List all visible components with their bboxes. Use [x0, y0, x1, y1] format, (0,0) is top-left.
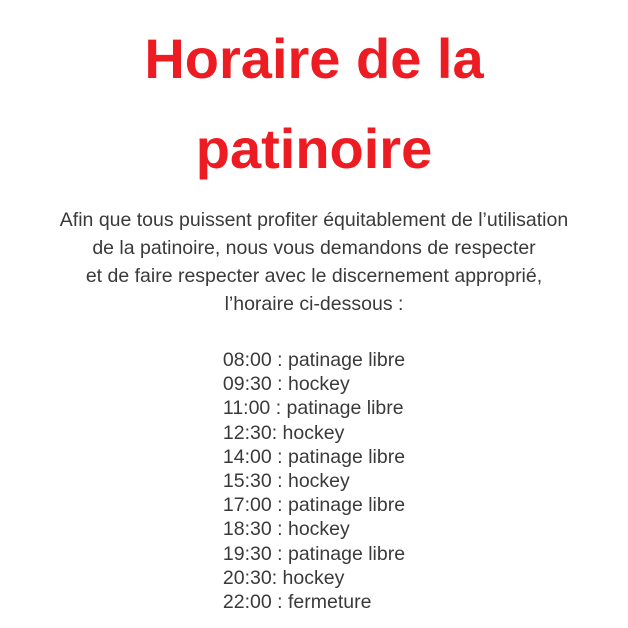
schedule-item: 11:00 : patinage libre	[222, 397, 404, 420]
page-title-line-1: Horaire de la	[144, 27, 484, 90]
intro-paragraph	[0, 206, 628, 318]
schedule-item: 22:00 : fermeture	[222, 591, 372, 614]
schedule-item: 18:30 : hockey	[222, 518, 350, 541]
schedule-item: 09:30 : hockey	[222, 373, 350, 396]
page-title	[0, 14, 628, 194]
schedule-item: 15:30 : hockey	[222, 470, 350, 493]
schedule-item: 12:30: hockey	[222, 421, 345, 444]
schedule-list	[223, 348, 405, 614]
intro-line-3: et de faire respecter avec le discernement approprié,	[85, 265, 543, 287]
intro-line-1: Afin que tous puissent profiter équitablement de l’utilisation	[59, 209, 569, 231]
schedule-item: 17:00 : patinage libre	[222, 494, 406, 517]
intro-line-4: l’horaire ci-dessous :	[224, 293, 404, 315]
intro-line-2: de la patinoire, nous vous demandons de respecter	[92, 237, 536, 259]
schedule-item: 14:00 : patinage libre	[222, 445, 406, 468]
page-title-line-2: patinoire	[195, 117, 433, 180]
schedule-item: 20:30: hockey	[222, 566, 345, 589]
schedule-item: 08:00 : patinage libre	[222, 349, 406, 371]
schedule-item: 19:30 : patinage libre	[222, 542, 406, 565]
